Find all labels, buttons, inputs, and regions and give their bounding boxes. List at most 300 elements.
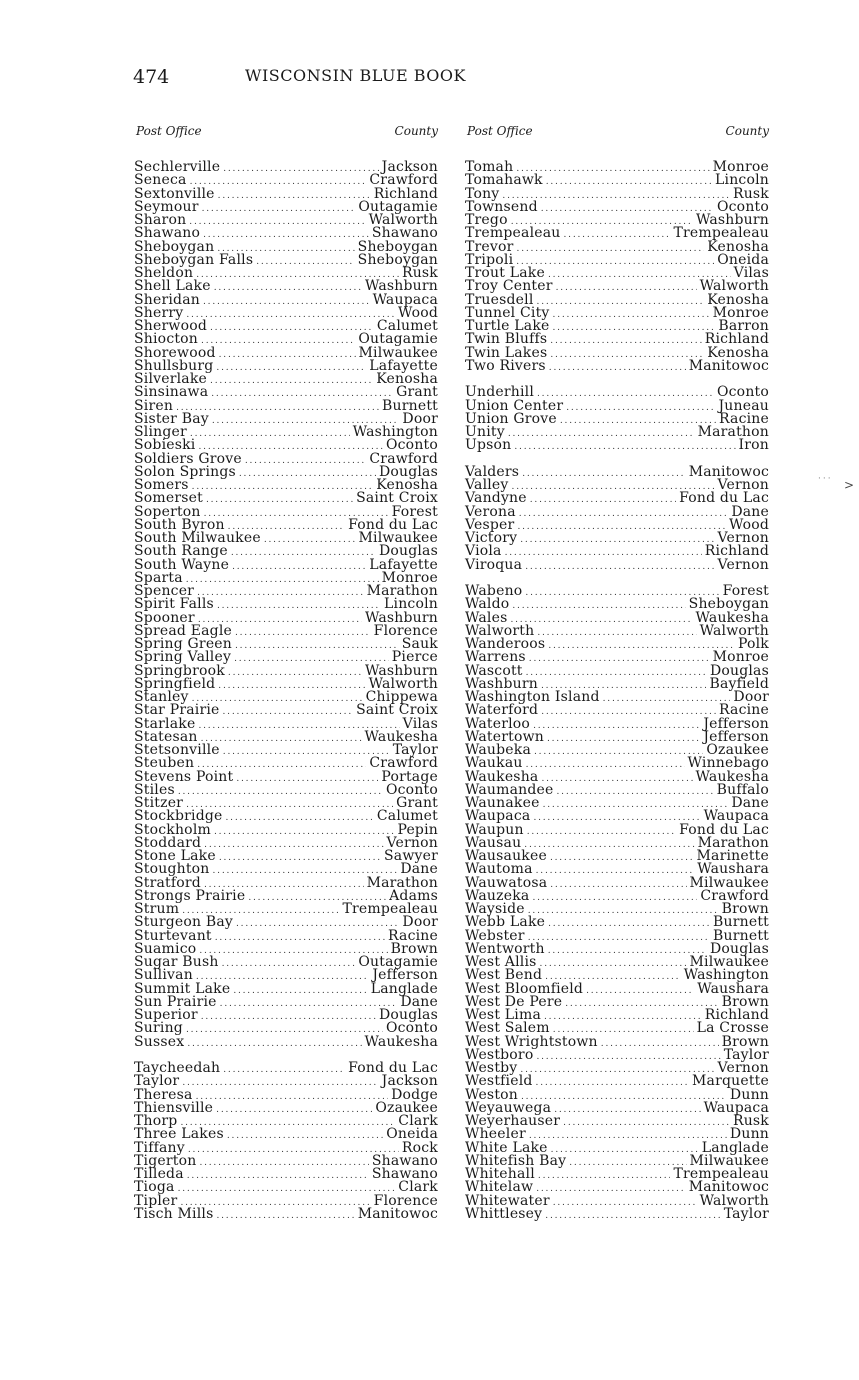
county-name: Kenosha bbox=[707, 291, 769, 308]
post-office-name: Sharon bbox=[134, 212, 187, 228]
county-name: Lafayette bbox=[369, 556, 438, 573]
post-office-name: Tiffany bbox=[134, 1139, 185, 1156]
dot-leader bbox=[517, 243, 705, 256]
post-office-name: South Byron bbox=[134, 516, 225, 533]
county-name: Dane bbox=[400, 993, 438, 1010]
county-name: Jefferson bbox=[372, 967, 438, 984]
post-office-name: Twin Lakes bbox=[465, 344, 548, 361]
county-name: Outagamie bbox=[358, 198, 438, 215]
list-item bbox=[465, 556, 769, 573]
dot-leader bbox=[210, 375, 373, 388]
dot-leader bbox=[215, 932, 385, 945]
post-office-name: Waterford bbox=[465, 702, 539, 719]
dot-leader bbox=[536, 1077, 689, 1090]
post-office-name: Stoddard bbox=[134, 834, 202, 851]
page-number: 474 bbox=[133, 66, 170, 88]
county-name: Marinette bbox=[696, 848, 769, 864]
dot-leader bbox=[557, 786, 714, 799]
county-name: Crawford bbox=[369, 172, 438, 189]
county-name: Clark bbox=[398, 1113, 438, 1129]
list-item bbox=[134, 1033, 438, 1050]
dot-leader bbox=[203, 296, 370, 309]
post-office-name: Sheboygan Falls bbox=[134, 251, 254, 268]
dot-leader bbox=[550, 852, 694, 865]
county-name: Monroe bbox=[712, 159, 769, 175]
county-name: Chippewa bbox=[365, 689, 438, 705]
dot-leader bbox=[223, 706, 354, 719]
dot-leader bbox=[214, 826, 394, 839]
dot-leader bbox=[218, 680, 365, 693]
dot-leader bbox=[544, 1011, 702, 1024]
county-name: Taylor bbox=[723, 1205, 769, 1222]
dot-leader bbox=[256, 256, 354, 269]
county-name: Dane bbox=[400, 861, 438, 878]
post-office-name: Sugar Bush bbox=[134, 954, 219, 970]
county-name: Milwaukee bbox=[358, 530, 438, 546]
county-name: Marathon bbox=[697, 424, 769, 440]
dot-leader bbox=[517, 521, 726, 534]
column-header bbox=[134, 124, 438, 141]
county-name: Jefferson bbox=[703, 715, 769, 732]
county-name: Calumet bbox=[376, 318, 438, 334]
post-office-name: Westfield bbox=[465, 1073, 533, 1090]
county-name: Pierce bbox=[391, 649, 438, 666]
dot-leader bbox=[223, 163, 378, 176]
county-name: Ozaukee bbox=[375, 1099, 438, 1116]
dot-leader bbox=[586, 985, 694, 998]
dot-leader bbox=[236, 918, 399, 931]
dot-leader bbox=[536, 865, 695, 878]
county-name: Washburn bbox=[364, 662, 438, 679]
post-office-name: Tisch Mills bbox=[134, 1205, 214, 1222]
post-office-name: Washburn bbox=[465, 675, 539, 692]
post-office-name: Westby bbox=[465, 1060, 518, 1076]
post-office-heading: Post Office bbox=[467, 124, 533, 138]
post-office-name: Thiensville bbox=[134, 1099, 214, 1116]
county-name: Douglas bbox=[378, 463, 438, 480]
list-item bbox=[134, 1099, 438, 1116]
post-office-name: White Lake bbox=[465, 1139, 548, 1156]
county-name: Door bbox=[402, 410, 438, 427]
dot-leader bbox=[569, 1157, 686, 1170]
post-office-name: Sheridan bbox=[134, 291, 200, 308]
post-office-name: Shiocton bbox=[134, 331, 199, 348]
dot-leader bbox=[232, 561, 366, 574]
county-name: Kenosha bbox=[707, 238, 769, 255]
county-name: Grant bbox=[396, 795, 438, 811]
post-office-name: South Milwaukee bbox=[134, 530, 261, 546]
post-office-name: Spooner bbox=[134, 609, 195, 626]
post-office-name: Whitefish Bay bbox=[465, 1152, 567, 1169]
post-office-name: Wabeno bbox=[465, 583, 523, 599]
post-office-name: Waupun bbox=[465, 821, 524, 838]
post-office-name: Thorp bbox=[134, 1113, 178, 1129]
post-office-name: Shullsburg bbox=[134, 357, 214, 374]
post-office-name: Townsend bbox=[465, 198, 538, 215]
page-header bbox=[133, 66, 578, 92]
county-name: Walworth bbox=[699, 622, 769, 639]
post-office-name: Sparta bbox=[134, 569, 183, 586]
county-name: Taylor bbox=[723, 1046, 769, 1063]
list-item bbox=[465, 439, 769, 452]
dot-leader bbox=[549, 362, 686, 375]
dot-leader bbox=[214, 282, 362, 295]
county-name: Waukesha bbox=[695, 768, 769, 785]
dot-leader bbox=[553, 309, 710, 322]
county-name: Shawano bbox=[371, 1152, 438, 1169]
county-name: Shawano bbox=[371, 1166, 438, 1182]
county-name: Rusk bbox=[401, 265, 438, 281]
county-name: Racine bbox=[718, 702, 769, 719]
dot-leader bbox=[186, 309, 395, 322]
post-office-name: West Bend bbox=[465, 967, 543, 984]
dot-leader bbox=[551, 1144, 699, 1157]
county-name: Kenosha bbox=[376, 371, 438, 387]
dot-leader bbox=[178, 1183, 396, 1196]
post-office-name: Somerset bbox=[134, 490, 203, 507]
list-item bbox=[134, 1168, 438, 1181]
dot-leader bbox=[192, 481, 374, 494]
county-name: Portage bbox=[381, 768, 438, 785]
county-name: Shawano bbox=[371, 225, 438, 242]
county-name: Trempealeau bbox=[342, 901, 438, 917]
dot-leader bbox=[239, 468, 376, 481]
post-office-name: Tipler bbox=[134, 1192, 178, 1209]
dot-leader bbox=[556, 282, 697, 295]
post-office-name: Springfield bbox=[134, 675, 216, 692]
county-name: Dunn bbox=[729, 1126, 769, 1143]
county-name: Door bbox=[733, 689, 769, 705]
post-office-name: Truesdell bbox=[465, 291, 534, 308]
county-name: Vilas bbox=[733, 265, 769, 281]
county-name: Crawford bbox=[700, 887, 769, 904]
county-name: Oconto bbox=[385, 437, 438, 454]
county-name: Dunn bbox=[729, 1086, 769, 1103]
county-name: Waupaca bbox=[703, 808, 769, 825]
dot-leader bbox=[536, 1183, 686, 1196]
dot-leader bbox=[231, 547, 376, 560]
county-name: Lincoln bbox=[384, 596, 438, 613]
county-name: Milwaukee bbox=[689, 1152, 769, 1169]
dot-leader bbox=[190, 428, 350, 441]
dot-leader bbox=[548, 945, 707, 958]
post-office-name: Suamico bbox=[134, 940, 197, 957]
county-name: Trempealeau bbox=[673, 1166, 769, 1182]
post-office-name: Spread Eagle bbox=[134, 622, 232, 639]
post-office-name: Turtle Lake bbox=[465, 318, 550, 334]
dot-leader bbox=[216, 362, 366, 375]
dot-leader bbox=[519, 508, 729, 521]
county-name: Forest bbox=[722, 583, 769, 599]
list-item bbox=[465, 357, 769, 374]
post-office-name: Westboro bbox=[465, 1046, 534, 1063]
county-name: Brown bbox=[721, 993, 769, 1010]
county-name: Sheboygan bbox=[357, 238, 438, 255]
post-office-name: Shorewood bbox=[134, 344, 216, 361]
dot-leader bbox=[529, 653, 710, 666]
post-office-name: Tomahawk bbox=[465, 172, 543, 189]
post-office-name: Sherwood bbox=[134, 318, 207, 334]
county-name: Monroe bbox=[712, 304, 769, 321]
post-office-name: Washington Island bbox=[465, 689, 600, 705]
dot-leader bbox=[603, 693, 731, 706]
dot-leader bbox=[560, 415, 716, 428]
dot-leader bbox=[203, 229, 369, 242]
post-office-name: Wauzeka bbox=[465, 887, 530, 904]
county-name: Bayfield bbox=[709, 675, 769, 692]
post-office-name: Wanderoos bbox=[465, 636, 546, 652]
post-office-name: Viola bbox=[465, 543, 502, 560]
post-office-name: Weston bbox=[465, 1086, 518, 1103]
post-office-name: Strongs Prairie bbox=[134, 887, 246, 904]
dot-leader bbox=[236, 773, 378, 786]
list-item bbox=[465, 1205, 769, 1222]
dot-leader bbox=[548, 640, 735, 653]
post-office-name: Shell Lake bbox=[134, 278, 211, 295]
dot-leader bbox=[546, 176, 712, 189]
post-office-name: Sinsinawa bbox=[134, 384, 209, 401]
post-office-name: West De Pere bbox=[465, 993, 563, 1010]
dot-leader bbox=[545, 1210, 720, 1223]
dot-leader bbox=[186, 574, 379, 587]
post-office-name: Waubeka bbox=[465, 742, 532, 758]
county-name: Walworth bbox=[699, 278, 769, 295]
post-office-name: West Allis bbox=[465, 954, 537, 970]
post-office-name: Stetsonville bbox=[134, 742, 220, 758]
post-office-name: Tomah bbox=[465, 159, 514, 175]
county-name: Washburn bbox=[695, 212, 769, 228]
county-name: Jackson bbox=[381, 1073, 438, 1090]
dot-leader bbox=[222, 958, 356, 971]
post-office-name: Tilleda bbox=[134, 1166, 184, 1182]
post-office-name: Tony bbox=[465, 185, 500, 202]
post-office-name: Stockbridge bbox=[134, 808, 223, 825]
county-name: Oconto bbox=[716, 198, 769, 215]
dot-leader bbox=[533, 720, 700, 733]
post-office-name: Union Grove bbox=[465, 410, 557, 427]
dot-leader bbox=[537, 296, 705, 309]
post-office-heading: Post Office bbox=[136, 124, 202, 138]
county-name: Douglas bbox=[709, 940, 769, 957]
county-name: Lafayette bbox=[369, 357, 438, 374]
county-name: La Crosse bbox=[696, 1020, 769, 1037]
list-item bbox=[465, 174, 769, 187]
dot-leader bbox=[223, 746, 390, 759]
county-name: Richland bbox=[704, 331, 769, 348]
dot-leader bbox=[245, 455, 367, 468]
county-name: Saint Croix bbox=[356, 702, 438, 719]
post-office-name: Wayside bbox=[465, 901, 525, 917]
post-office-name: Underhill bbox=[465, 384, 535, 401]
county-name: Crawford bbox=[369, 450, 438, 467]
county-name: Marathon bbox=[366, 874, 438, 891]
county-name: Clark bbox=[398, 1179, 438, 1196]
margin-dots: ··· bbox=[818, 474, 833, 484]
dot-leader bbox=[196, 1091, 389, 1104]
post-office-name: Trego bbox=[465, 212, 508, 228]
post-office-name: Trevor bbox=[465, 238, 514, 255]
post-office-name: West Bloomfield bbox=[465, 980, 584, 997]
post-office-name: Stoughton bbox=[134, 861, 210, 878]
post-office-name: Unity bbox=[465, 424, 505, 440]
post-office-name: Union Center bbox=[465, 397, 564, 414]
post-office-name: Tioga bbox=[134, 1179, 175, 1196]
county-name: Washburn bbox=[364, 609, 438, 626]
county-name: Wood bbox=[397, 304, 438, 321]
county-name: Saint Croix bbox=[356, 490, 438, 507]
county-heading: County bbox=[725, 124, 769, 138]
dot-leader bbox=[508, 428, 695, 441]
county-name: Vernon bbox=[717, 556, 769, 573]
dot-leader bbox=[520, 534, 714, 547]
county-name: Monroe bbox=[712, 649, 769, 666]
post-office-name: Shawano bbox=[134, 225, 201, 242]
post-office-name: Upson bbox=[465, 437, 512, 454]
dot-leader bbox=[550, 349, 704, 362]
post-office-name: Waunakee bbox=[465, 795, 540, 811]
post-office-name: South Wayne bbox=[134, 556, 230, 573]
post-office-name: Wausau bbox=[465, 834, 522, 851]
dot-leader bbox=[538, 1170, 671, 1183]
post-office-name: Spring Green bbox=[134, 636, 233, 652]
county-name: Waupaca bbox=[372, 291, 438, 308]
post-office-name: Waldo bbox=[465, 596, 510, 613]
post-office-name: Stratford bbox=[134, 874, 201, 891]
dot-leader bbox=[228, 667, 362, 680]
county-name: Ozaukee bbox=[706, 742, 769, 758]
post-office-name: Sheldon bbox=[134, 265, 194, 281]
column-header bbox=[465, 124, 769, 141]
county-name: Langlade bbox=[701, 1139, 769, 1156]
county-name: Vernon bbox=[717, 530, 769, 546]
dot-leader bbox=[566, 402, 715, 415]
post-office-name: Walworth bbox=[465, 622, 535, 639]
county-name: Washington bbox=[352, 424, 438, 440]
dot-leader bbox=[564, 229, 671, 242]
post-office-name: Whitelaw bbox=[465, 1179, 534, 1196]
county-heading: County bbox=[394, 124, 438, 138]
dot-leader bbox=[522, 468, 686, 481]
post-office-name: Wascott bbox=[465, 662, 523, 679]
county-name: Dodge bbox=[391, 1086, 438, 1103]
post-office-name: Taylor bbox=[134, 1073, 180, 1090]
post-office-name: Wentworth bbox=[465, 940, 545, 957]
dot-leader bbox=[528, 905, 719, 918]
post-office-name: Two Rivers bbox=[465, 357, 546, 374]
post-office-name: Weyauwega bbox=[465, 1099, 552, 1116]
county-name: Richland bbox=[704, 543, 769, 560]
post-office-name: Spirit Falls bbox=[134, 596, 214, 613]
post-office-name: Soperton bbox=[134, 503, 201, 520]
county-name: Fond du Lac bbox=[679, 821, 769, 838]
post-office-name: Waupaca bbox=[465, 808, 531, 825]
post-office-name: Springbrook bbox=[134, 662, 225, 679]
dot-leader bbox=[227, 1130, 383, 1143]
county-name: Trempealeau bbox=[673, 225, 769, 242]
post-office-name: Troy Center bbox=[465, 278, 553, 295]
post-office-name: Whitewater bbox=[465, 1192, 550, 1209]
dot-leader bbox=[529, 1130, 727, 1143]
post-office-name: South Range bbox=[134, 543, 228, 560]
post-office-name: Sturgeon Bay bbox=[134, 914, 234, 931]
dot-leader bbox=[217, 600, 381, 613]
post-office-name: Stockholm bbox=[134, 821, 211, 838]
county-name: Manitowoc bbox=[688, 463, 769, 480]
county-name: Winnebago bbox=[687, 755, 769, 772]
dot-leader bbox=[201, 1011, 376, 1024]
county-name: Monroe bbox=[381, 569, 438, 586]
county-name: Brown bbox=[721, 1033, 769, 1050]
dot-leader bbox=[532, 892, 697, 905]
county-name: Polk bbox=[737, 636, 769, 652]
county-name: Vernon bbox=[386, 834, 438, 851]
dot-leader bbox=[505, 547, 702, 560]
post-office-name: Valders bbox=[465, 463, 520, 480]
dot-leader bbox=[235, 640, 399, 653]
dot-leader bbox=[189, 216, 365, 229]
post-office-name: Sun Prairie bbox=[134, 993, 217, 1010]
county-name: Racine bbox=[387, 927, 438, 944]
dot-leader bbox=[563, 1117, 730, 1130]
dot-leader bbox=[206, 494, 353, 507]
post-office-name: Stanley bbox=[134, 689, 189, 705]
post-office-name: Seymour bbox=[134, 198, 199, 215]
dot-leader bbox=[526, 759, 685, 772]
county-name: Waukesha bbox=[364, 1033, 438, 1050]
county-name: Jefferson bbox=[703, 728, 769, 745]
dot-leader bbox=[547, 733, 700, 746]
post-office-name: Whitehall bbox=[465, 1166, 535, 1182]
post-office-name: Stitzer bbox=[134, 795, 184, 811]
dot-leader bbox=[550, 335, 701, 348]
county-name: Buffalo bbox=[716, 781, 769, 798]
dot-leader bbox=[188, 1144, 399, 1157]
county-name: Washburn bbox=[364, 278, 438, 295]
county-name: Florence bbox=[373, 1192, 438, 1209]
dot-leader bbox=[525, 561, 714, 574]
dot-leader bbox=[201, 335, 355, 348]
page-title: WISCONSIN BLUE BOOK bbox=[245, 66, 466, 85]
post-office-name: Taycheedah bbox=[134, 1060, 221, 1076]
post-office-name: Waukesha bbox=[465, 768, 539, 785]
post-office-name: Valley bbox=[465, 477, 509, 493]
entry-list bbox=[465, 161, 769, 1221]
county-name: Rusk bbox=[732, 185, 769, 202]
post-office-name: Victory bbox=[465, 530, 518, 546]
post-office-name: Tigerton bbox=[134, 1152, 197, 1169]
county-name: Milwaukee bbox=[358, 344, 438, 361]
dot-leader bbox=[514, 441, 735, 454]
post-office-name: Sullivan bbox=[134, 967, 193, 984]
dot-leader bbox=[210, 322, 374, 335]
post-office-name: Sextonville bbox=[134, 185, 215, 202]
county-name: Calumet bbox=[376, 808, 438, 825]
post-office-name: Wauwatosa bbox=[465, 874, 548, 891]
post-office-name: Spring Valley bbox=[134, 649, 232, 666]
post-office-name: Suring bbox=[134, 1020, 183, 1037]
county-name: Racine bbox=[718, 410, 769, 427]
county-name: Washington bbox=[683, 967, 769, 984]
county-name: Langlade bbox=[370, 980, 438, 997]
post-office-name: Sheboygan bbox=[134, 238, 215, 255]
dot-leader bbox=[235, 627, 371, 640]
county-name: Kenosha bbox=[707, 344, 769, 361]
county-name: Adams bbox=[389, 887, 438, 904]
post-office-name: Trempealeau bbox=[465, 225, 561, 242]
dot-leader bbox=[520, 1064, 714, 1077]
post-office-name: Sechlerville bbox=[134, 159, 221, 175]
county-name: Vernon bbox=[717, 477, 769, 493]
